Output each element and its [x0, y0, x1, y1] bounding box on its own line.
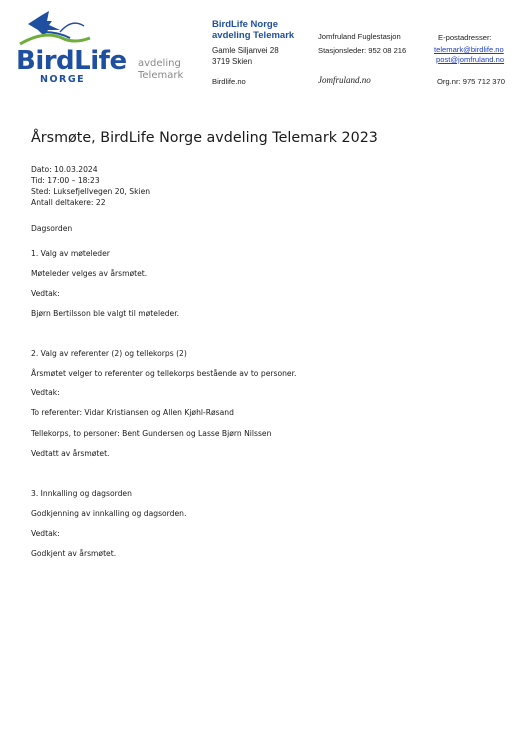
- org-web: Birdlife.no: [212, 77, 246, 86]
- item2-resolution: Vedtatt av årsmøtet.: [31, 449, 110, 458]
- item1-resolution: Bjørn Bertilsson ble valgt til møteleder.: [31, 309, 180, 318]
- meeting-place: Sted: Luksefjellvegen 20, Skien: [31, 187, 151, 196]
- meeting-date: Dato: 10.03.2024: [31, 165, 98, 174]
- logo-branch-line2: Telemark: [138, 70, 184, 81]
- station-leader: Stasjonsleder: 952 08 216: [318, 46, 407, 55]
- item1-title: 1. Valg av møteleder: [31, 249, 110, 258]
- agenda-heading: Dagsorden: [31, 224, 73, 233]
- item2-resolved-label: Vedtak:: [31, 388, 60, 397]
- logo-branch-line1: avdeling: [138, 58, 181, 69]
- meeting-participants: Antall deltakere: 22: [31, 198, 106, 207]
- item3-title: 3. Innkalling og dagsorden: [31, 489, 132, 498]
- station-name: Jomfruland Fuglestasjon: [318, 32, 401, 41]
- item3-resolved-label: Vedtak:: [31, 529, 60, 538]
- org-name-line2: avdeling Telemark: [212, 30, 295, 41]
- org-address-line2: 3719 Skien: [212, 57, 253, 66]
- item3-text: Godkjenning av innkalling og dagsorden.: [31, 509, 187, 518]
- item1-resolved-label: Vedtak:: [31, 289, 60, 298]
- item2-referents: To referenter: Vidar Kristiansen og Allen Kjøhl-Røsand: [31, 408, 234, 417]
- station-web: Jomfruland.no: [318, 75, 371, 85]
- email-jomfruland-link[interactable]: post@jomfruland.no: [436, 55, 505, 64]
- email-label: E-postadresser:: [438, 33, 492, 42]
- org-name-line1: BirdLife Norge: [212, 19, 278, 30]
- logo-country-text: NORGE: [40, 74, 86, 85]
- item2-text: Årsmøtet velger to referenter og tellekorps bestående av to personer.: [31, 369, 297, 378]
- item2-counters: Tellekorps, to personer: Bent Gundersen og Lasse Bjørn Nilssen: [31, 429, 272, 438]
- org-address-line1: Gamle Siljanvei 28: [212, 46, 279, 55]
- org-number: Org.nr: 975 712 370: [437, 77, 505, 86]
- item1-text: Møteleder velges av årsmøtet.: [31, 269, 148, 278]
- item3-resolution: Godkjent av årsmøtet.: [31, 549, 117, 558]
- logo-brand-text: BirdLife: [16, 46, 127, 76]
- meeting-time: Tid: 17:00 – 18:23: [31, 176, 100, 185]
- document-title: Årsmøte, BirdLife Norge avdeling Telemark 2023: [31, 130, 378, 146]
- email-telemark-link[interactable]: telemark@birdlife.no: [434, 45, 504, 54]
- birdlife-logo: [14, 8, 194, 88]
- item2-title: 2. Valg av referenter (2) og tellekorps (2): [31, 349, 187, 358]
